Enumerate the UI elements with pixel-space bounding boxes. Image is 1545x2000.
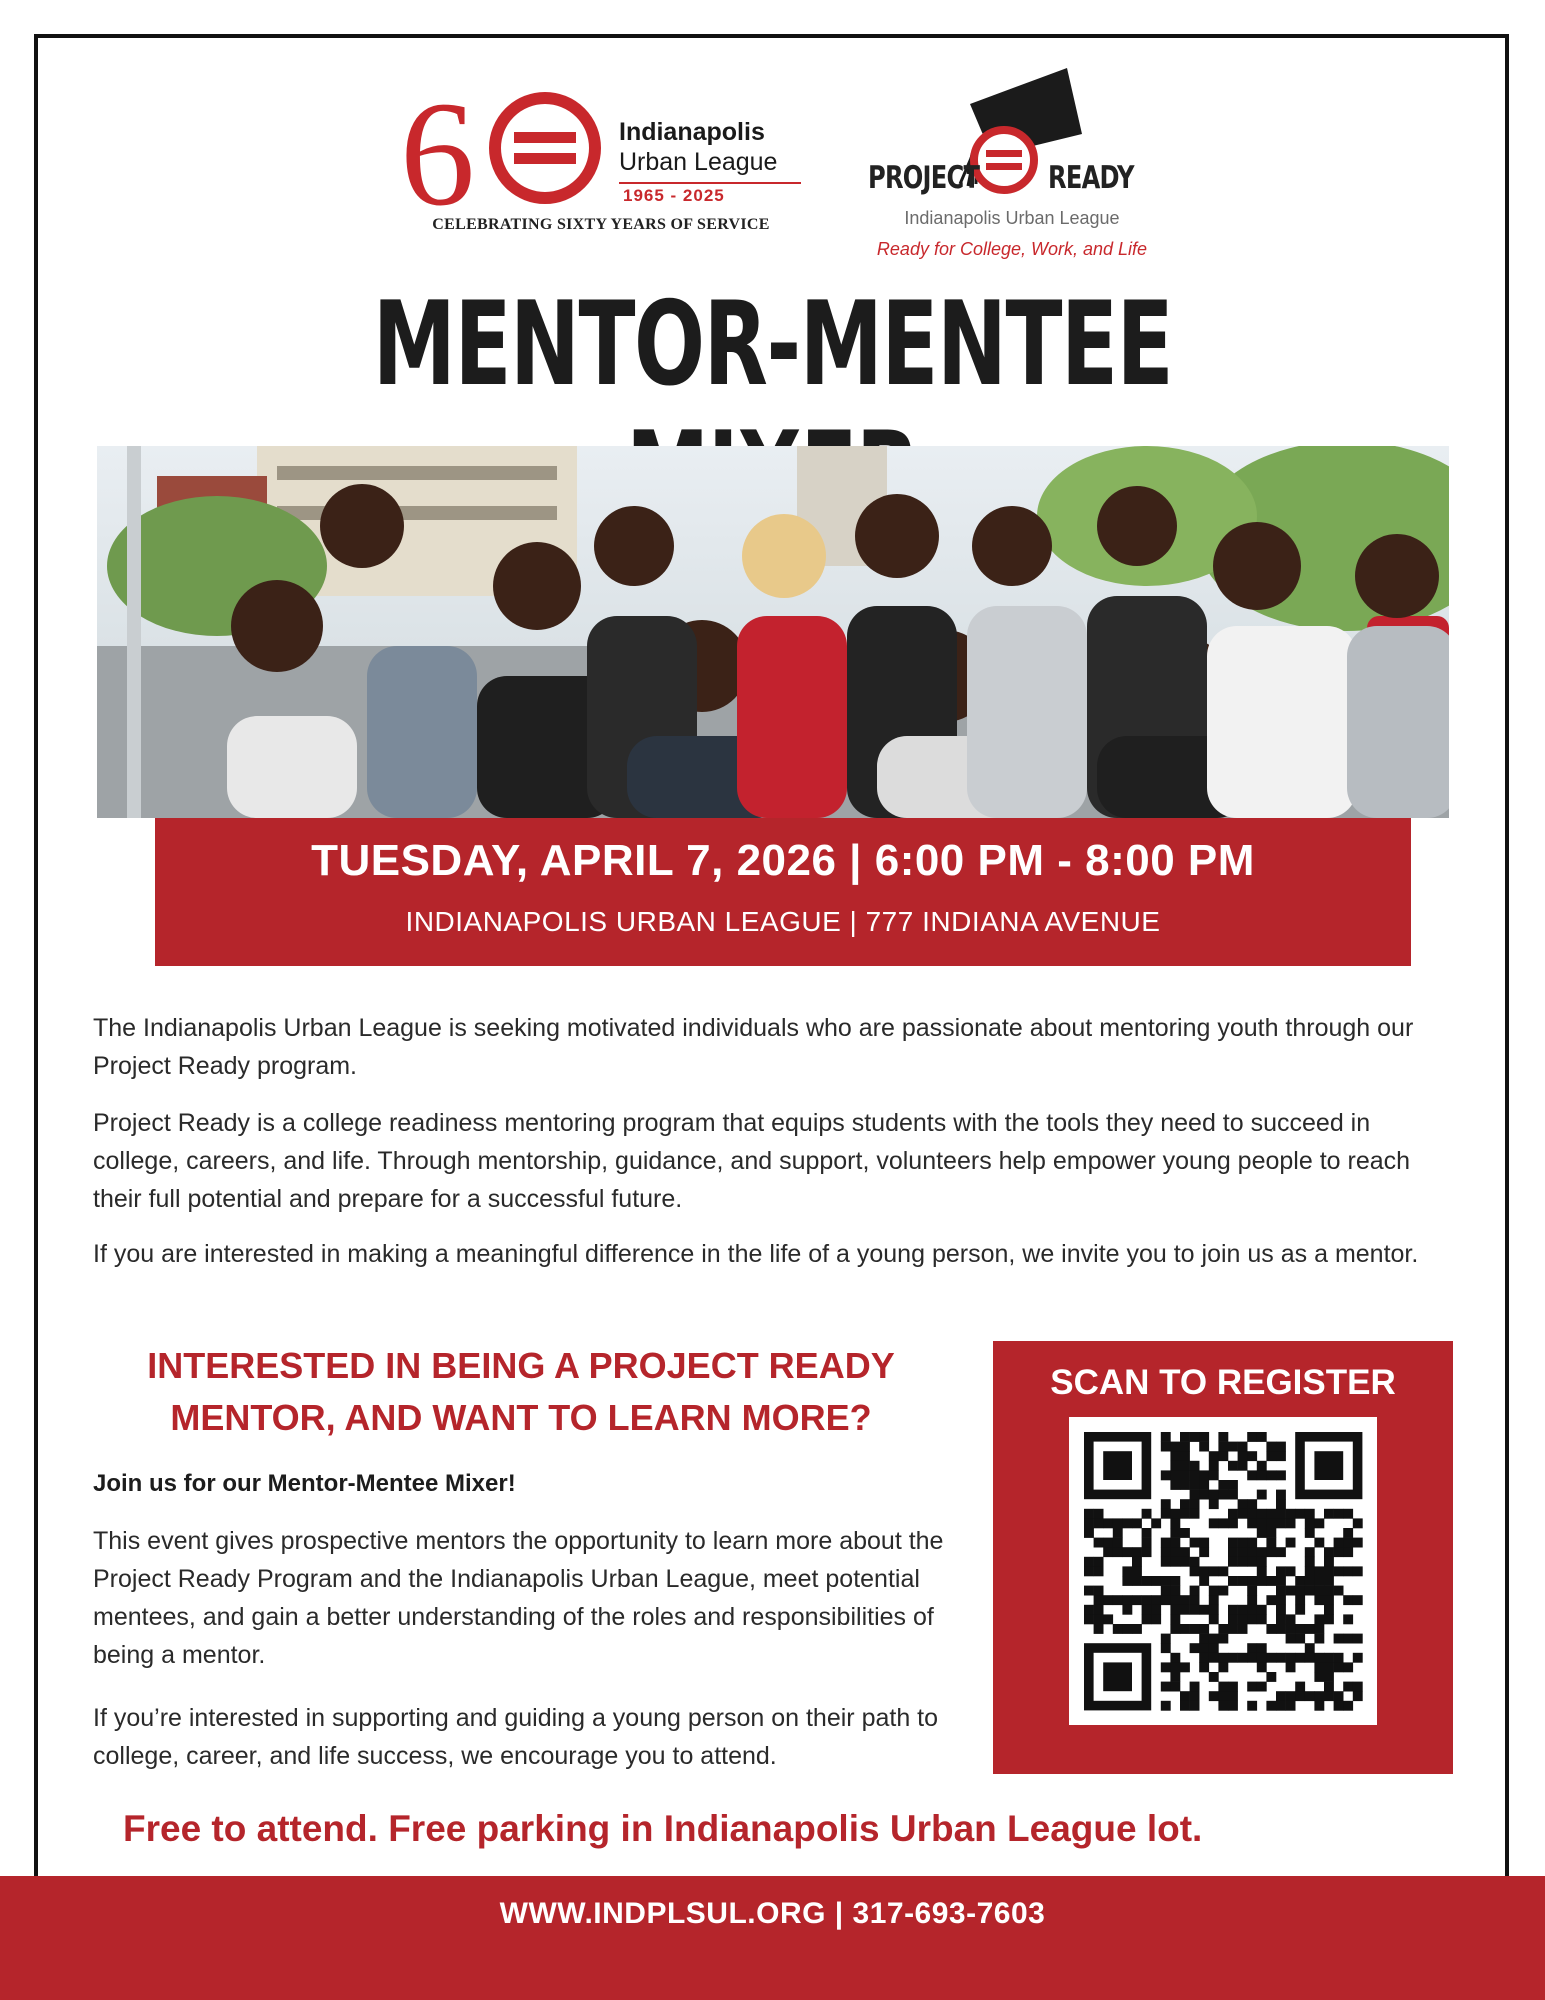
group-photo bbox=[97, 446, 1449, 818]
pr-subtitle: Indianapolis Urban League bbox=[904, 208, 1120, 228]
pr-ring-icon bbox=[974, 130, 1034, 190]
qr-code[interactable] bbox=[1069, 1417, 1377, 1725]
page-title-text: MENTOR-MENTEE bbox=[372, 277, 1173, 412]
intro-paragraph-1: The Indianapolis Urban League is seeking motivated individuals who are passionate about mentoring youth through our Project Ready program. bbox=[93, 1014, 1414, 1080]
register-box bbox=[993, 1341, 1453, 1774]
pr-word-left: PROJECT bbox=[868, 160, 980, 196]
register-label: SCAN TO REGISTER bbox=[1050, 1363, 1396, 1402]
intro-paragraph-3: If you are interested in making a meaningful difference in the life of a young person, we invite you to join us as a mentor. bbox=[93, 1240, 1419, 1268]
project-ready-logo bbox=[852, 64, 1172, 270]
event-location: INDIANAPOLIS URBAN LEAGUE | 777 INDIANA AVENUE bbox=[405, 906, 1161, 937]
iul-60-logo bbox=[396, 84, 816, 244]
iul-name bbox=[619, 117, 777, 177]
footer-bar bbox=[0, 1876, 1545, 2000]
qr-finder-pattern bbox=[1084, 1432, 1151, 1499]
pr-tagline: Ready for College, Work, and Life bbox=[876, 239, 1148, 259]
iul-numeral: 6 bbox=[400, 84, 475, 237]
iul-ring-icon bbox=[495, 98, 595, 198]
iul-tagline: CELEBRATING SIXTY YEARS OF SERVICE bbox=[432, 216, 770, 233]
iul-rule bbox=[619, 182, 801, 184]
event-date-time: TUESDAY, APRIL 7, 2026 | 6:00 PM - 8:00 PM bbox=[311, 836, 1255, 885]
pr-word-right: READY bbox=[1048, 160, 1134, 196]
mentor-paragraph-2: If you’re interested in supporting and guiding a young person on their path to college, career, and life success, we encourage you to attend. bbox=[93, 1704, 939, 1770]
mentor-section-heading: INTERESTED IN BEING A PROJECT READY MENTOR, AND WANT TO LEARN MORE? bbox=[147, 1345, 895, 1438]
qr-finder-pattern bbox=[1084, 1643, 1151, 1710]
join-callout: Join us for our Mentor-Mentee Mixer! bbox=[93, 1470, 516, 1497]
intro-paragraph-2: Project Ready is a college readiness mentoring program that equips students with the tools they need to succeed in college, careers, and life. Through mentorship, guidance, and support, volunteers help empower young people to reach their full potential and prepare for a successful future. bbox=[93, 1109, 1411, 1213]
iul-name-line1: Indianapolis bbox=[619, 118, 765, 146]
footer-contact[interactable]: WWW.INDPLSUL.ORG | 317-693-7603 bbox=[499, 1897, 1046, 1930]
free-attendance-note: Free to attend. Free parking in Indianapolis Urban League lot. bbox=[123, 1808, 1203, 1849]
qr-finder-pattern bbox=[1295, 1432, 1362, 1499]
iul-years: 1965 - 2025 bbox=[623, 186, 725, 205]
mentor-paragraph-1: This event gives prospective mentors the opportunity to learn more about the Project Ready Program and the Indianapolis Urban League, meet potential mentees, and gain a better understanding of the roles and responsibilities of being a mentor. bbox=[93, 1527, 944, 1669]
event-banner bbox=[155, 818, 1411, 966]
iul-name-line2: Urban League bbox=[619, 148, 778, 176]
